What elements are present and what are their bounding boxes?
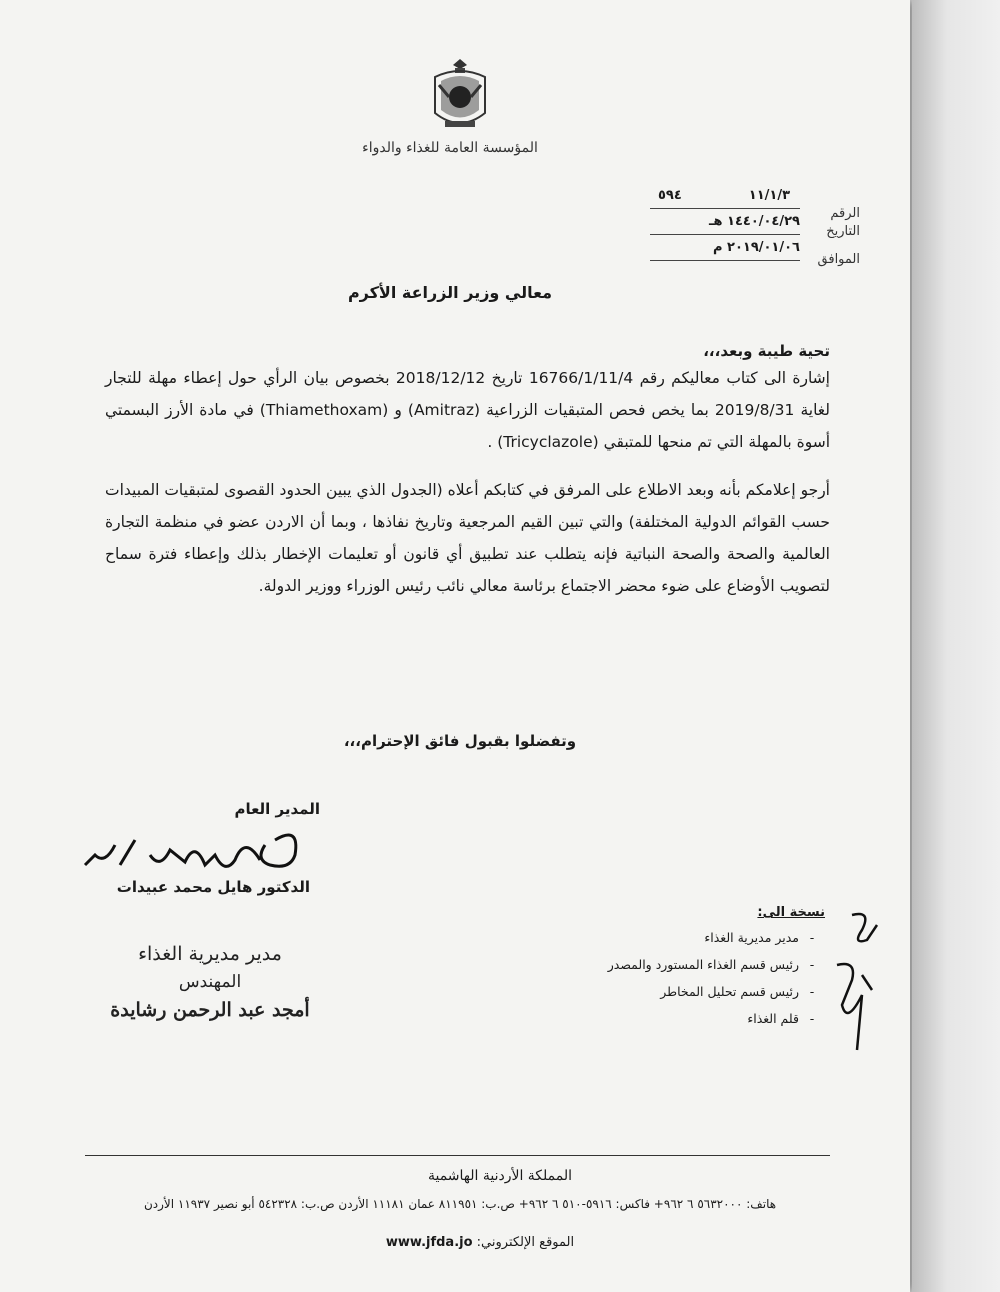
footer-divider (85, 1155, 830, 1156)
date-gregorian-line (650, 260, 800, 261)
stamp-line-2: المهندس (178, 972, 242, 992)
organization-name: المؤسسة العامة للغذاء والدواء (362, 140, 538, 156)
coat-of-arms-icon (425, 55, 495, 135)
website-url: www.jfda.jo (385, 1235, 473, 1250)
reference-number-row (640, 188, 860, 221)
paragraph-1: إشارة الى كتاب معاليكم رقم 16766/1/11/4 تاريخ 2018/12/12 بخصوص بيان الرأي حول إعطاء مهلة للتجار لغاية 2019/8/31 بما يخص فحص المتبقيات الزراعية (Amitraz) و (Thiamethoxam) في مادة الأرز البسمتي أسوة بالمهلة التي تم منحها للمتبقي (Tricyclazole) . (105, 369, 830, 451)
reference-number-line (650, 208, 800, 209)
margin-signature-icon (822, 905, 892, 1065)
date-label: التاريخ (826, 224, 860, 239)
footer-kingdom: المملكة الأردنية الهاشمية (427, 1168, 573, 1184)
date-hijri-row (640, 214, 860, 238)
date-gregorian-value: ٢٠١٩/٠١/٠٦ م (712, 240, 800, 255)
corresponding-label: الموافق (817, 252, 860, 267)
reference-block (640, 188, 860, 283)
copies-list (480, 905, 825, 1032)
reference-number-value: ١١/١/٣ (748, 188, 790, 203)
addressee: معالي وزير الزراعة الأكرم (347, 283, 553, 302)
closing-phrase: وتفضلوا بقبول فائق الإحترام،،، (343, 732, 577, 750)
stamp-line-1: مدير مديرية الغذاء (138, 943, 282, 965)
signatory-name: الدكتور هايل محمد عبيدات (116, 878, 310, 896)
list-item: -قلم الغذاء (747, 1011, 815, 1026)
copies-title: نسخة الى: (757, 905, 825, 920)
scan-edge (912, 0, 1000, 1292)
footer-contact: هاتف: ٥٦٣٢٠٠٠ ٦ ٩٦٢+ فاكس: ٥٩١٦-٥١٠ ٦ ٩٦٢+ ص.ب: ٨١١٩٥١ عمان ١١١٨١ الأردن ص.ب: ٥٤٢٣٢٨ أبو نصير ١١٩٣٧ الأردن (143, 1197, 777, 1211)
list-item: -مدير مديرية الغذاء (704, 930, 815, 945)
date-gregorian-row (640, 240, 860, 267)
date-hijri-value: ١٤٤٠/٠٤/٢٩ هـ (709, 214, 800, 229)
stamp-line-3: أمجد عبد الرحمن رشايدة (110, 999, 310, 1021)
list-item: -رئيس قسم تحليل المخاطر (660, 984, 815, 999)
handwritten-signature-icon (75, 820, 305, 880)
signatory-title: المدير العام (234, 800, 320, 818)
website-label: الموقع الإلكتروني: (476, 1235, 575, 1250)
footer-website (330, 1235, 630, 1250)
paragraph-2: أرجو إعلامكم بأنه وبعد الاطلاع على المرفق في كتابكم أعلاه (الجدول الذي يبين الحدود القصوى لمتبقيات المبيدات حسب القوائم الدولية المختلفة) والتي تبين القيم المرجعية وتاريخ نفاذها ، وبما أن الاردن عضو في منظمة التجارة العالمية والصحة والصحة النباتية فإنه يتطلب عند تطبيق أي قانون أو تعليمات الإخطار بذلك وإعطاء فترة سماح لتصويب الأوضاع على ضوء محضر الاجتماع برئاسة معالي نائب رئيس الوزراء ووزير الدولة. (105, 481, 830, 595)
reference-number-label: الرقم (830, 206, 860, 221)
greeting: تحية طيبة وبعد،،، (703, 342, 830, 360)
official-stamp (100, 940, 320, 1020)
reference-serial: ٥٩٤ (658, 188, 682, 203)
list-item: -رئيس قسم الغذاء المستورد والمصدر (607, 957, 815, 972)
date-hijri-line (650, 234, 800, 235)
